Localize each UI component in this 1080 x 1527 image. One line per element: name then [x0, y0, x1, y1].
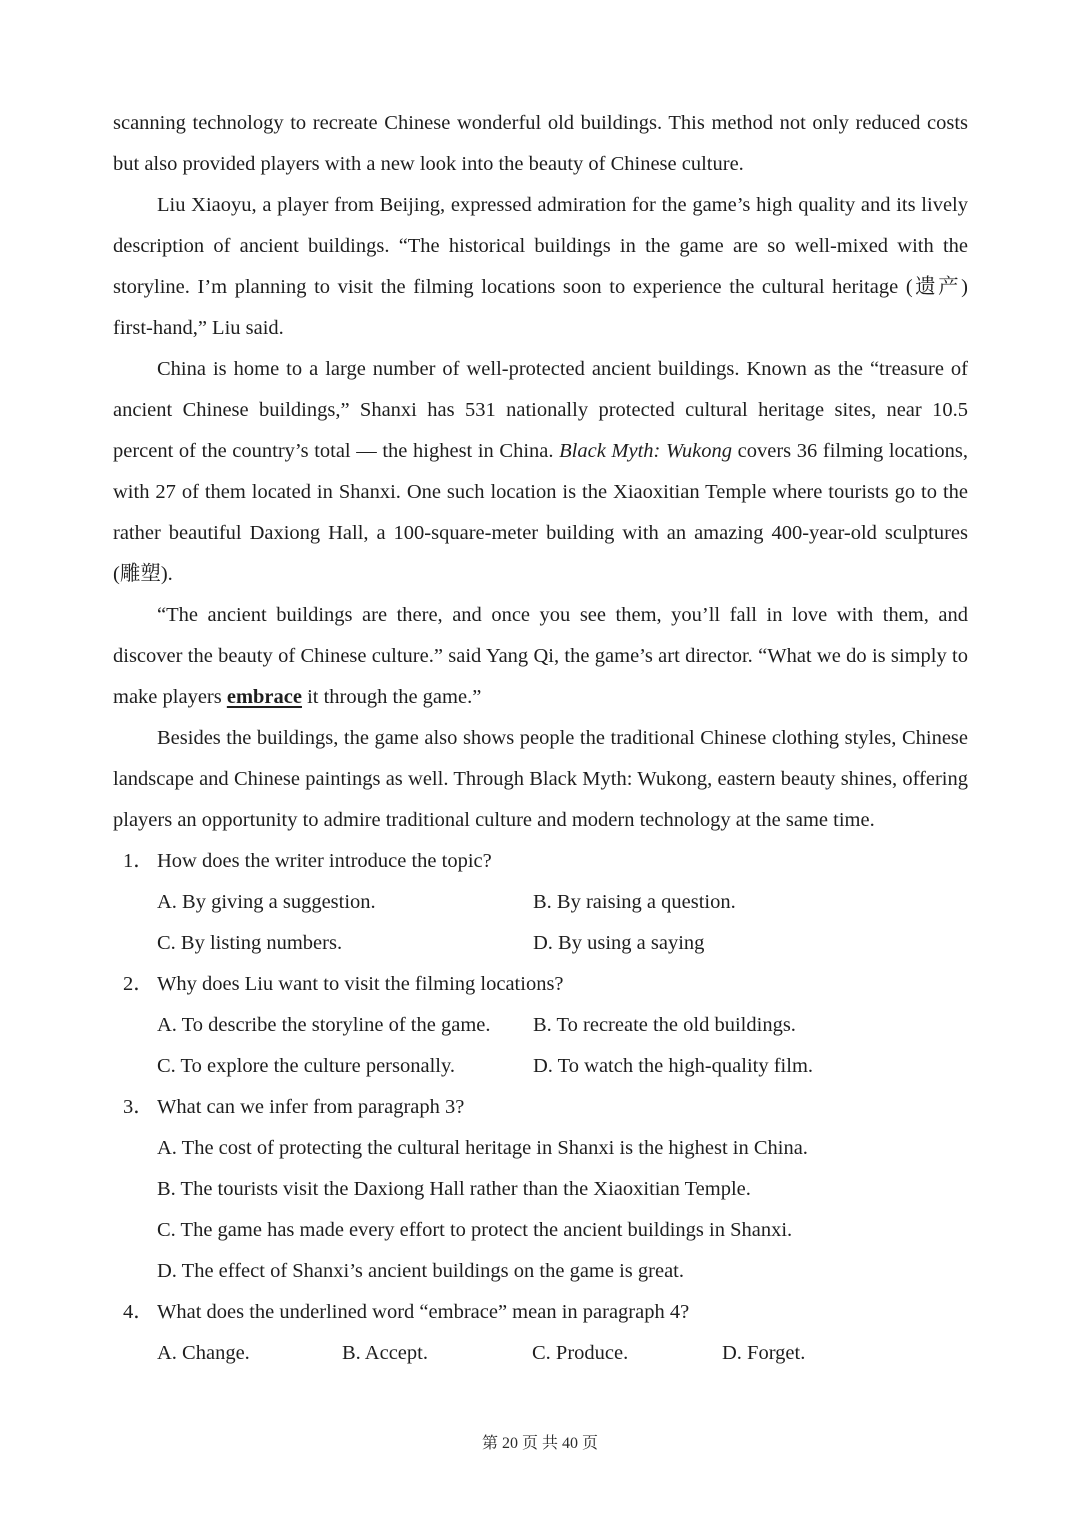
option-a[interactable]: A. Change.: [157, 1342, 250, 1364]
question-text: How does the writer introduce the topic?: [157, 850, 492, 872]
paragraph-3-part-2: covers 36 filming locations, with 27 of them located in Shanxi. One such location is the Xiaoxitian Temple where tourists go to the rather beautiful Daxiong Hall, a 100-square-meter building with an amazing 400-year-old sculptures (雕塑).: [113, 440, 968, 585]
question-3-options: [113, 1128, 968, 1292]
question-number: 1．: [123, 850, 154, 872]
option-a[interactable]: A. To describe the storyline of the game.: [157, 1014, 491, 1036]
question-1: [113, 841, 968, 882]
paragraph-3: [113, 349, 968, 595]
paragraph-4-part-1: “The ancient buildings are there, and once you see them, you’ll fall in love with them, and discover the beauty of Chinese culture.” said Yang Qi, the game’s art director. “What we do is simply to make players: [113, 604, 968, 708]
paragraph-5: Besides the buildings, the game also shows people the traditional Chinese clothing styles, Chinese landscape and Chinese paintings as well. Through Black Myth: Wukong, eastern beauty shines, offering players an opportunity to admire traditional culture and modern technology at the same time.: [113, 727, 968, 831]
question-text: Why does Liu want to visit the filming locations?: [157, 973, 564, 995]
document-page: [113, 103, 968, 1374]
option-d[interactable]: D. Forget.: [722, 1342, 806, 1364]
question-2: [113, 964, 968, 1005]
question-3: [113, 1087, 968, 1128]
option-c[interactable]: C. The game has made every effort to protect the ancient buildings in Shanxi.: [157, 1219, 793, 1241]
option-b[interactable]: B. To recreate the old buildings.: [533, 1014, 796, 1036]
paragraph-1: scanning technology to recreate Chinese wonderful old buildings. This method not only reduced costs but also provided players with a new look into the beauty of Chinese culture.: [113, 112, 968, 175]
question-4: [113, 1292, 968, 1333]
page-footer: 第 20 页 共 40 页: [481, 1435, 598, 1452]
question-2-options: [113, 1005, 968, 1087]
question-number: 4．: [123, 1301, 154, 1323]
option-a[interactable]: A. The cost of protecting the cultural heritage in Shanxi is the highest in China.: [157, 1137, 808, 1159]
option-b[interactable]: B. The tourists visit the Daxiong Hall rather than the Xiaoxitian Temple.: [157, 1178, 751, 1200]
option-d[interactable]: D. The effect of Shanxi’s ancient buildings on the game is great.: [157, 1260, 684, 1282]
question-text: What can we infer from paragraph 3?: [157, 1096, 465, 1118]
game-title-italic: Black Myth: Wukong: [559, 440, 733, 462]
paragraph-4-part-2: it through the game.”: [301, 686, 482, 708]
option-c[interactable]: C. By listing numbers.: [157, 932, 343, 954]
option-c[interactable]: C. Produce.: [532, 1342, 629, 1364]
question-1-options: [113, 882, 968, 964]
question-text: What does the underlined word “embrace” mean in paragraph 4?: [157, 1301, 690, 1323]
paragraph-4: [113, 595, 968, 718]
underlined-word: embrace: [226, 686, 302, 708]
option-d[interactable]: D. By using a saying: [533, 932, 705, 954]
paragraph-2: Liu Xiaoyu, a player from Beijing, expressed admiration for the game’s high quality and its lively description of ancient buildings. “The historical buildings in the game are so well-mixed with the storyline. I’m planning to visit the filming locations soon to experience the cultural heritage (遗产) first-hand,” Liu said.: [113, 194, 968, 339]
option-b[interactable]: B. By raising a question.: [533, 891, 736, 913]
option-d[interactable]: D. To watch the high-quality film.: [533, 1055, 814, 1077]
option-c[interactable]: C. To explore the culture personally.: [157, 1055, 456, 1077]
question-number: 2．: [123, 973, 154, 995]
option-a[interactable]: A. By giving a suggestion.: [157, 891, 376, 913]
paragraph-3-part-1: China is home to a large number of well-protected ancient buildings. Known as the “treasure of ancient Chinese buildings,” Shanxi has 531 nationally protected cultural heritage sites, near 10.5 percent of the country’s total — the highest in China.: [113, 358, 968, 462]
question-4-options: [113, 1333, 968, 1374]
option-b[interactable]: B. Accept.: [342, 1342, 428, 1364]
question-number: 3．: [123, 1096, 154, 1118]
